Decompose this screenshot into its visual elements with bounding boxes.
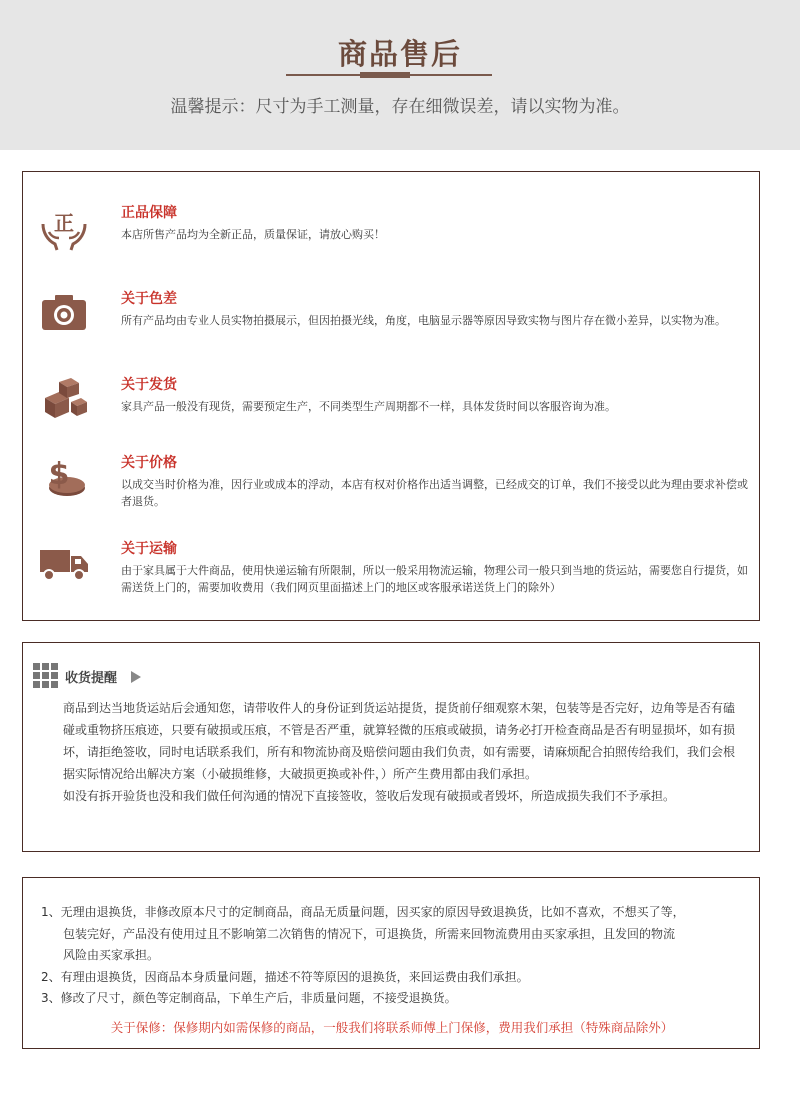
truck-icon (39, 538, 89, 588)
return-rule: 3、修改了尺寸，颜色等定制商品，下单生产后，非质量问题，不接受退换货。 (41, 991, 457, 1005)
boxes-icon (39, 374, 89, 424)
genuine-hands-icon (39, 202, 89, 252)
section-title: 关于色差 (121, 291, 177, 307)
section-title: 关于发货 (121, 377, 177, 393)
section-title: 正品保障 (121, 205, 177, 221)
page-header (0, 0, 800, 150)
receiving-title: 收货提醒 (65, 671, 118, 686)
section-desc: 由于家具属于大件商品，使用快递运输有所限制，所以一般采用物流运输，物理公司一般只到当地的货运站，需要您自行提货，如需送货上门的，需要加收费用（我们网页里面描述上门的地区或客服承诺送货上门的除外） (121, 564, 748, 594)
svg-text:正: 正 (54, 211, 74, 235)
service-guarantees-panel (22, 171, 760, 621)
warranty-note: 关于保修：保修期内如需保修的商品，一般我们将联系师傅上门保修，费用我们承担（特殊商品除外） (110, 1020, 674, 1035)
return-rule-cont: 风险由买家承担。 (63, 948, 160, 962)
returns-policy-panel (22, 877, 760, 1049)
section-desc: 所有产品均由专业人员实物拍摄展示，但因拍摄光线，角度，电脑显示器等原因导致实物与图片存在微小差异，以实物为准。 (121, 314, 726, 327)
receiving-paragraph: 商品到达当地货运站后会通知您，请带收件人的身份证到货运站提货，提货前仔细观察木架，包装等是否完好，边角等是否有磕碰或重物挤压痕迹，只要有破损或压痕，不管是否严重，就算轻微的压痕或破损，请务必打开检查商品是否有明显损坏，如有损坏，请拒绝签收，同时电话联系我们，所有和物流协商及赔偿问题由我们负责，如有需要，请麻烦配合拍照传给我们，我们会根据实际情况给出解决方案（小破损维修，大破损更换或补件，）所产生费用都由我们承担。 (63, 701, 736, 781)
svg-text:$: $ (48, 457, 70, 492)
returns-body (41, 902, 751, 1010)
section-title: 关于价格 (121, 455, 177, 471)
grid-icon (33, 663, 59, 689)
section-desc: 本店所售产品均为全新正品，质量保证，请放心购买！ (121, 228, 385, 241)
return-rule: 1、无理由退换货，非修改原本尺寸的定制商品，商品无质量问题，因买家的原因导致退换货，比如不喜欢，不想买了等， (41, 905, 685, 919)
section-desc: 家具产品一般没有现货，需要预定生产，不同类型生产周期都不一样，具体发货时间以客服咨询为准。 (121, 400, 616, 413)
triangle-right-icon (131, 671, 141, 683)
receiving-paragraph: 如没有拆开验货也没和我们做任何沟通的情况下直接签收，签收后发现有破损或者毁坏，所造成损失我们不予承担。 (63, 789, 676, 803)
camera-icon (39, 288, 89, 338)
section-desc: 以成交当时价格为准，因行业或成本的浮动，本店有权对价格作出适当调整，已经成交的订单，我们不接受以此为理由要求补偿或者退货。 (121, 478, 748, 508)
section-title: 关于运输 (121, 541, 177, 557)
return-rule: 2、有理由退换货，因商品本身质量问题，描述不符等原因的退换货，来回运费由我们承担。 (41, 969, 529, 984)
return-rule-cont: 包装完好，产品没有使用过且不影响第二次销售的情况下，可退换货，所需来回物流费用由买家承担，且发回的物流 (63, 926, 676, 941)
title-underline-accent (360, 72, 410, 78)
page-title: 商品售后 (337, 37, 462, 71)
receiving-reminder-panel (22, 642, 760, 852)
measurement-tip: 温馨提示：尺寸为手工测量，存在细微误差，请以实物为准。 (170, 97, 630, 117)
receiving-body (63, 697, 743, 807)
dollar-coin-icon (39, 452, 89, 502)
